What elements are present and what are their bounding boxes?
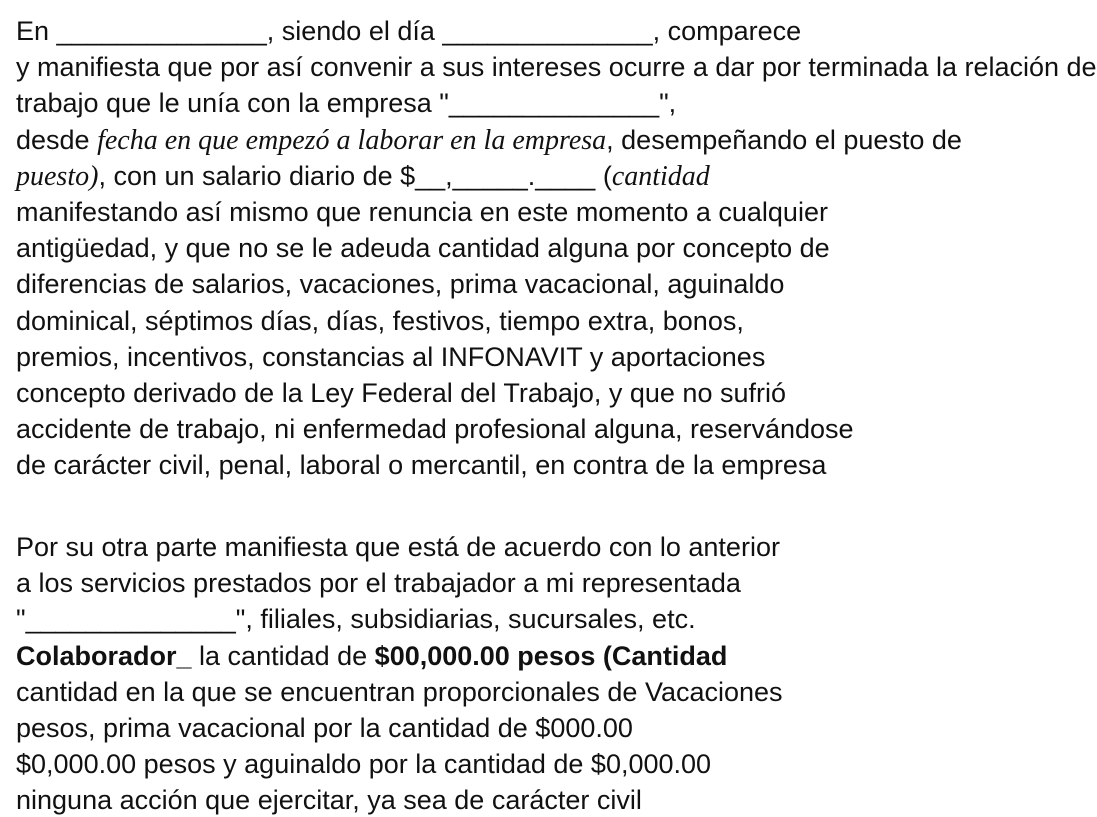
text-segment: $0,000.00 pesos y aguinaldo por la cantidad de $0,000.00 bbox=[16, 749, 712, 780]
text-segment: a los servicios prestados por el trabajador a mi representada bbox=[16, 568, 741, 599]
paragraph2-line bbox=[16, 639, 727, 673]
text-segment: cantidad bbox=[611, 160, 710, 192]
text-segment: Colaborador_ bbox=[16, 640, 192, 671]
text-segment: fecha en que empezó a laborar en la empresa bbox=[97, 124, 607, 156]
text-segment: $00,000.00 pesos (Cantidad bbox=[374, 640, 728, 671]
paragraph1-line bbox=[16, 195, 828, 229]
text-segment: , con un salario diario de $__,_____.____ ( bbox=[98, 160, 612, 191]
paragraph1-line bbox=[16, 267, 784, 301]
paragraph1-line bbox=[16, 123, 962, 158]
text-segment: y manifiesta que por así convenir a sus intereses ocurre a dar por terminada la relación de bbox=[16, 52, 1097, 83]
text-segment: de carácter civil, penal, laboral o mercantil, en contra de la empresa bbox=[16, 450, 827, 481]
paragraph1-line bbox=[16, 50, 1097, 84]
paragraph2-line bbox=[16, 602, 696, 636]
paragraph1-line bbox=[16, 14, 801, 48]
paragraph1-line bbox=[16, 159, 710, 194]
text-segment: cantidad en la que se encuentran proporcionales de Vacaciones bbox=[16, 676, 783, 707]
paragraph1-line bbox=[16, 231, 830, 265]
paragraph2-line bbox=[16, 783, 642, 817]
text-segment: ninguna acción que ejercitar, ya sea de carácter civil bbox=[16, 785, 642, 816]
text-segment: Por su otra parte manifiesta que está de acuerdo con lo anterior bbox=[16, 532, 780, 562]
paragraph1-line bbox=[16, 412, 854, 446]
text-segment: "______________", filiales, subsidiarias, sucursales, etc. bbox=[16, 604, 696, 635]
paragraph1-line bbox=[16, 340, 765, 374]
paragraph1-line bbox=[16, 376, 786, 410]
paragraph1-line bbox=[16, 86, 676, 120]
text-segment: concepto derivado de la Ley Federal del Trabajo, y que no sufrió bbox=[16, 378, 786, 408]
paragraph2-line bbox=[16, 747, 711, 781]
text-segment: premios, incentivos, constancias al INFONAVIT y aportaciones bbox=[16, 341, 766, 372]
text-segment: trabajo que le unía con la empresa "______________", bbox=[16, 88, 677, 119]
text-segment: pesos, prima vacacional por la cantidad de $000.00 bbox=[16, 713, 633, 743]
paragraph1-line bbox=[16, 304, 744, 338]
text-segment: dominical, séptimos días, días, festivos, tiempo extra, bonos, bbox=[16, 305, 744, 336]
paragraph2-line bbox=[16, 530, 780, 564]
text-segment: la cantidad de bbox=[191, 640, 375, 671]
text-segment: puesto) bbox=[16, 160, 99, 192]
text-segment: antigüedad, y que no se le adeuda cantidad alguna por concepto de bbox=[16, 233, 830, 264]
text-segment: diferencias de salarios, vacaciones, prima vacacional, aguinaldo bbox=[16, 269, 785, 300]
text-segment: , desempeñando el puesto de bbox=[606, 124, 962, 155]
paragraph2-line bbox=[16, 675, 783, 709]
text-segment: manifestando así mismo que renuncia en este momento a cualquier bbox=[16, 197, 828, 227]
text-segment: accidente de trabajo, ni enfermedad profesional alguna, reservándose bbox=[16, 414, 854, 445]
paragraph2-line bbox=[16, 711, 633, 745]
paragraph1-line bbox=[16, 448, 826, 482]
text-segment: En ______________, siendo el día ______________, comparece bbox=[16, 16, 802, 46]
text-segment: desde bbox=[16, 124, 98, 155]
paragraph2-line bbox=[16, 566, 741, 600]
